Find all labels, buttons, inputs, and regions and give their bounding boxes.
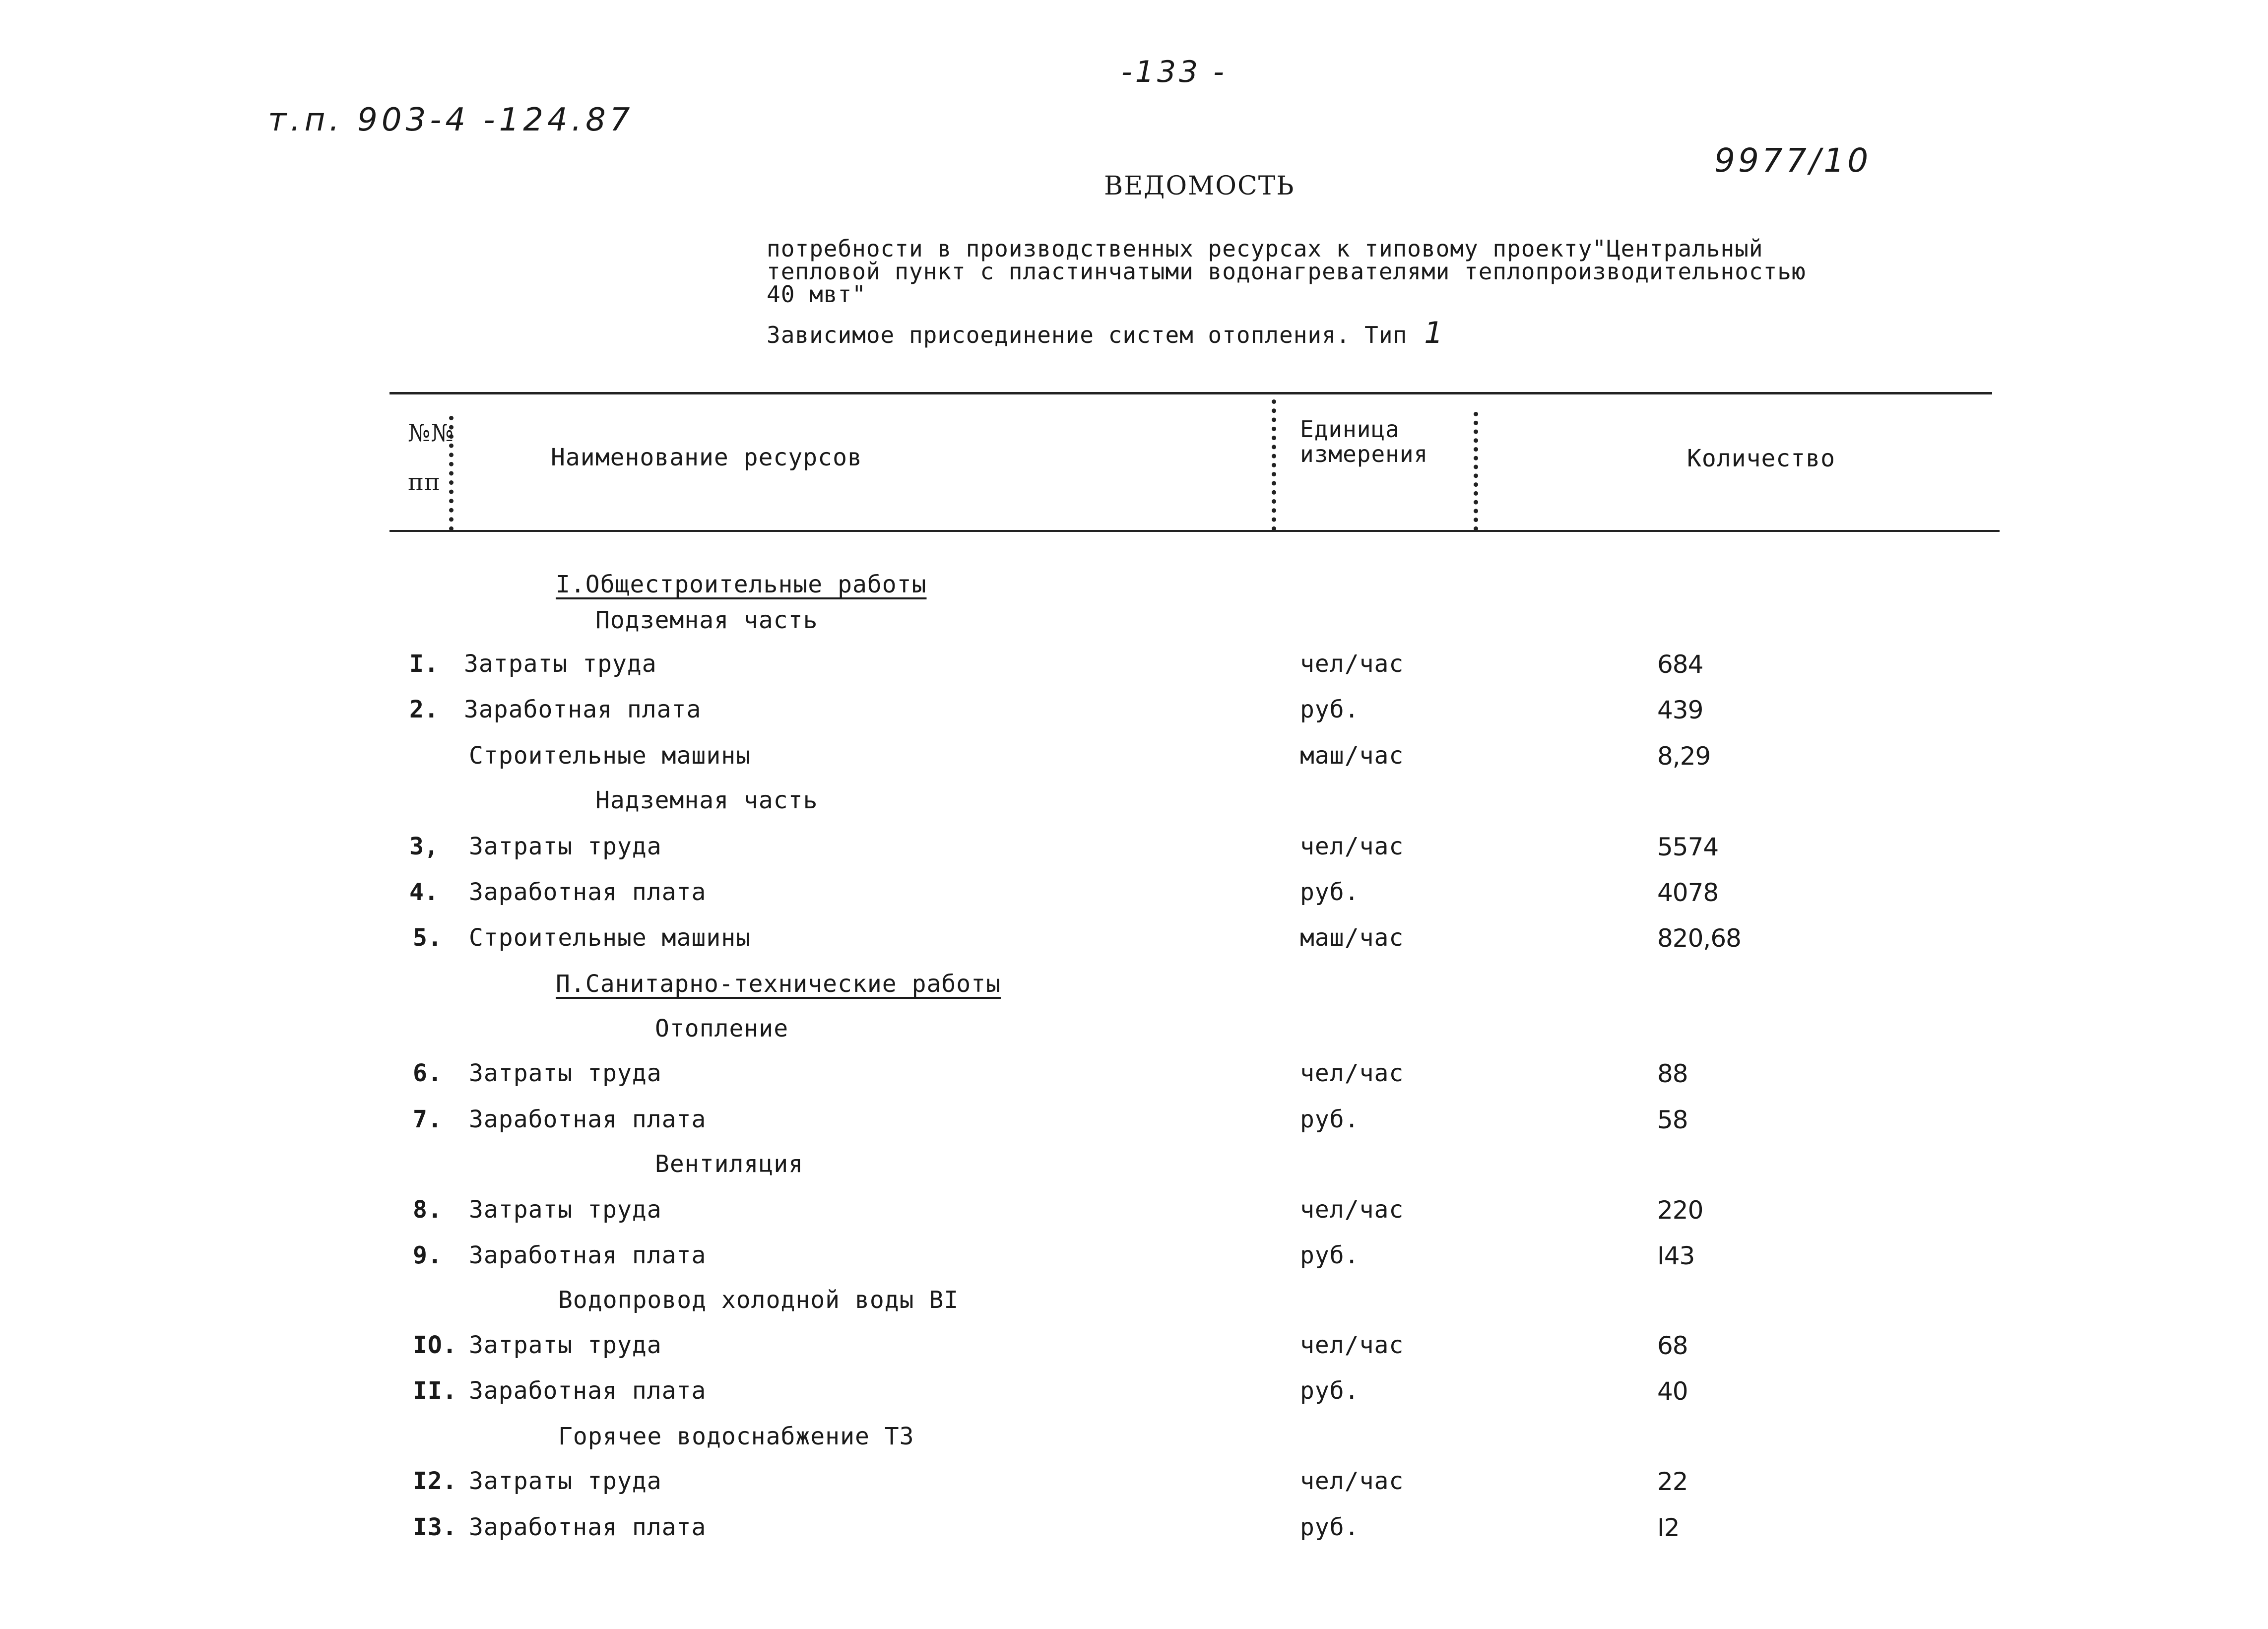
table-row: [0, 878, 2268, 908]
header-name: Наименование ресурсов: [551, 444, 862, 471]
subsection-row: [0, 606, 2268, 636]
resource-name: Заработная плата: [469, 1513, 707, 1541]
table-row: [0, 1059, 2268, 1089]
section-title: П.Санитарно-технические работы: [556, 970, 1001, 998]
header-unit-line: Единица: [1300, 416, 1400, 443]
column-divider: [1474, 412, 1478, 531]
row-number: I2.: [413, 1467, 457, 1495]
resource-name: Строительные машины: [469, 924, 751, 952]
subsection-title: Отопление: [655, 1015, 789, 1043]
table-row: [0, 1377, 2268, 1407]
resource-name: Заработная плата: [469, 878, 707, 906]
unit: руб.: [1300, 878, 1360, 906]
quantity: 68: [1657, 1331, 1688, 1360]
header-number-label: пп: [408, 468, 441, 496]
header-number-label: №№: [408, 419, 454, 447]
project-code: т.п. 903-4 -124.87: [268, 102, 634, 138]
quantity: 684: [1657, 650, 1703, 679]
subsection-title: Подземная часть: [595, 606, 818, 634]
section-row: [0, 970, 2268, 1000]
resource-name: Затраты труда: [469, 1467, 662, 1495]
row-number: 4.: [409, 878, 439, 906]
subsection-row: [0, 1286, 2268, 1316]
unit: руб.: [1300, 696, 1360, 723]
row-number: I3.: [413, 1513, 457, 1541]
quantity: 439: [1657, 696, 1703, 724]
table-row: [0, 833, 2268, 862]
connection-type-value: 1: [1424, 316, 1444, 350]
quantity: 40: [1657, 1377, 1688, 1406]
header-unit: [1300, 417, 1428, 466]
document-number: 9977/10: [1714, 141, 1872, 180]
table-row: [0, 1241, 2268, 1271]
resource-name: Затраты труда: [469, 1331, 662, 1359]
resource-name: Строительные машины: [469, 742, 751, 770]
unit: маш/час: [1300, 742, 1404, 770]
resource-name: Заработная плата: [469, 1106, 707, 1133]
quantity: I43: [1657, 1241, 1695, 1270]
unit: руб.: [1300, 1106, 1360, 1133]
row-number: 6.: [413, 1059, 443, 1087]
subsection-row: [0, 786, 2268, 816]
unit: руб.: [1300, 1377, 1360, 1405]
unit: руб.: [1300, 1513, 1360, 1541]
subtitle-line: потребности в производственных ресурсах к типовому проекту"Центральный: [767, 235, 1763, 262]
document-subtitle: [767, 237, 1806, 306]
resource-name: Заработная плата: [464, 696, 702, 723]
subsection-title: Надземная часть: [595, 786, 818, 814]
subsection-title: Вентиляция: [655, 1150, 803, 1178]
quantity: 88: [1657, 1059, 1688, 1088]
resource-name: Затраты труда: [469, 1059, 662, 1087]
row-number: I.: [409, 650, 439, 678]
row-number: II.: [413, 1377, 457, 1405]
quantity: 22: [1657, 1467, 1688, 1496]
row-number: 5.: [413, 924, 443, 952]
subsection-title: Горячее водоснабжение T3: [558, 1423, 914, 1450]
unit: маш/час: [1300, 924, 1404, 952]
table-header-rule: [389, 530, 2000, 532]
table-row: [0, 1331, 2268, 1361]
table-top-rule: [389, 392, 1992, 394]
resource-name: Заработная плата: [469, 1377, 707, 1405]
table-row: [0, 924, 2268, 954]
row-number: 7.: [413, 1106, 443, 1133]
document-title: ВЕДОМОСТЬ: [1104, 171, 1295, 201]
resource-name: Затраты труда: [469, 833, 662, 860]
quantity: I2: [1657, 1513, 1680, 1542]
table-row: [0, 1513, 2268, 1543]
subsection-row: [0, 1015, 2268, 1044]
table-row: [0, 1467, 2268, 1497]
resource-name: Заработная плата: [469, 1241, 707, 1269]
connection-text: Зависимое присоединение систем отопления. Тип: [767, 322, 1408, 348]
section-row: [0, 571, 2268, 600]
row-number: 2.: [409, 696, 439, 723]
table-row: [0, 1196, 2268, 1226]
table-row: [0, 650, 2268, 680]
connection-type: [767, 316, 1443, 350]
unit: чел/час: [1300, 650, 1404, 678]
resource-name: Затраты труда: [464, 650, 657, 678]
table-row: [0, 696, 2268, 725]
unit: чел/час: [1300, 1331, 1404, 1359]
table-row: [0, 742, 2268, 772]
row-number: 8.: [413, 1196, 443, 1224]
unit: руб.: [1300, 1241, 1360, 1269]
quantity: 4078: [1657, 878, 1719, 907]
subtitle-line: тепловой пункт с пластинчатыми водонагревателями теплопроизводительностью: [767, 258, 1806, 285]
page-number: -133 -: [1121, 55, 1227, 89]
unit: чел/час: [1300, 833, 1404, 860]
header-quantity: Количество: [1687, 445, 1835, 472]
quantity: 58: [1657, 1106, 1688, 1134]
quantity: 5574: [1657, 833, 1719, 861]
quantity: 820,68: [1657, 924, 1741, 953]
header-unit-line: измерения: [1300, 441, 1428, 467]
table-row: [0, 1106, 2268, 1135]
unit: чел/час: [1300, 1059, 1404, 1087]
row-number: IO.: [413, 1331, 457, 1359]
row-number: 3,: [409, 833, 439, 860]
subsection-row: [0, 1150, 2268, 1180]
subsection-row: [0, 1423, 2268, 1452]
row-number: 9.: [413, 1241, 443, 1269]
unit: чел/час: [1300, 1196, 1404, 1224]
subtitle-line: 40 мвт": [767, 281, 866, 308]
subsection-title: Водопровод холодной воды BI: [558, 1286, 959, 1314]
quantity: 8,29: [1657, 742, 1711, 771]
resource-name: Затраты труда: [469, 1196, 662, 1224]
section-title: I.Общестроительные работы: [556, 571, 927, 598]
column-divider: [1272, 399, 1276, 531]
quantity: 220: [1657, 1196, 1703, 1225]
unit: чел/час: [1300, 1467, 1404, 1495]
